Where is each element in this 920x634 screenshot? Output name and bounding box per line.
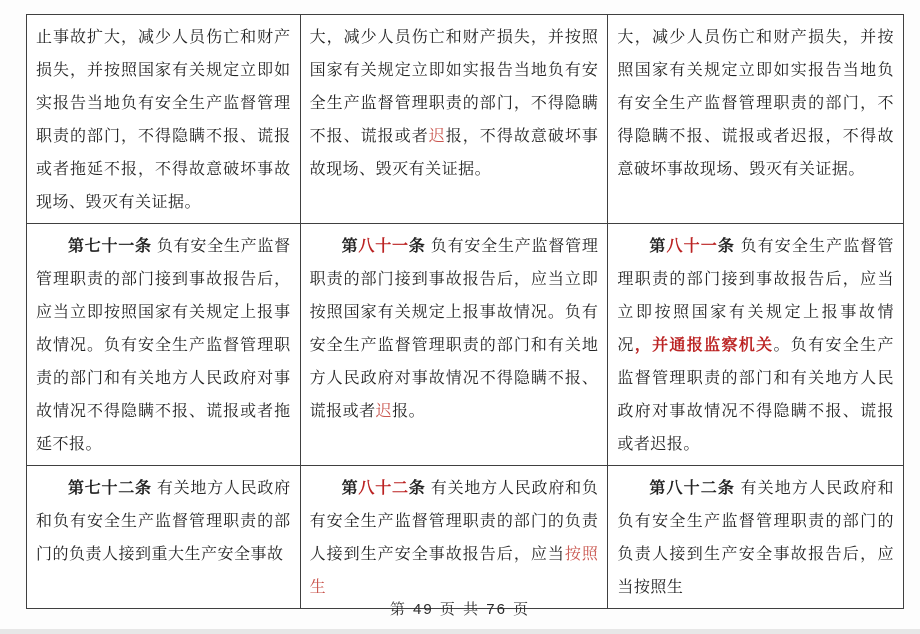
table-row <box>27 466 904 609</box>
clause-segment-redbold: 八十一 <box>358 238 409 255</box>
law-clause-cell <box>300 15 608 224</box>
clause-segment-redbold: 八十一 <box>666 238 718 255</box>
clause-segment-bold: 第七十二条 <box>68 480 152 497</box>
clause-segment-normal: 止事故扩大，减少人员伤亡和财产损失，并按照国家有关规定立即如实报告当地负有安全生产监督管理职责的部门，不得隐瞒不报、谎报或者拖延不报，不得故意破坏事故现场、毁灭有关证据。 <box>36 29 291 211</box>
page-number-indicator: 第 49 页 共 76 页 <box>389 601 531 618</box>
law-clause-cell <box>27 466 301 609</box>
clause-text <box>617 230 894 461</box>
clause-segment-normal: 。负有安全生产监督管理职责的部门和有关地方人民政府对事故情况不得隐瞒不报、谎报或者迟报。 <box>617 337 894 453</box>
clause-text <box>310 230 599 428</box>
clause-text <box>36 230 291 461</box>
clause-segment-redbold: 八十二 <box>358 480 409 497</box>
clause-segment-normal: 报，不得故意破坏事故现场、毁灭有关证据。 <box>309 128 599 178</box>
clause-segment-normal: 负有安全生产监督管理职责的部门接到事故报告后，应当立即按照国家有关规定上报事故情况。负有安全生产监督管理职责的部门和有关地方人民政府对事故情况不得隐瞒不报、谎报或者 <box>309 238 599 420</box>
clause-segment-bold: 第 <box>341 238 359 255</box>
table-row <box>27 15 904 224</box>
clause-segment-redbold: ，并通报监察机关 <box>634 337 774 354</box>
law-clause-cell <box>300 466 608 609</box>
clause-segment-normal: 报。 <box>392 403 426 420</box>
clause-segment-bold: 条 <box>717 238 736 255</box>
clause-segment-normal: 大，减少人员伤亡和财产损失，并按照国家有关规定立即如实报告当地负有安全生产监督管理职责的部门，不得隐瞒不报、谎报或者 <box>309 29 599 145</box>
clause-segment-bold: 第八十二条 <box>649 480 735 497</box>
clause-segment-bold: 条 <box>408 480 426 497</box>
clause-segment-bold: 第 <box>649 238 667 255</box>
clause-segment-red: 迟 <box>428 128 446 145</box>
document-page <box>26 14 904 609</box>
law-comparison-table <box>26 14 904 609</box>
clause-text <box>310 21 599 186</box>
clause-segment-bold: 条 <box>408 238 426 255</box>
clause-text <box>36 472 291 571</box>
law-clause-cell <box>300 224 608 466</box>
clause-segment-normal: 有关地方人民政府和负有安全生产监督管理职责的部门的负责人接到生产安全事故报告后，应当 <box>309 480 599 563</box>
clause-segment-red: 按照生 <box>309 546 599 596</box>
clause-segment-normal: 负有安全生产监督管理职责的部门接到事故报告后，应当立即按照国家有关规定上报事故情况。负有安全生产监督管理职责的部门和有关地方人民政府对事故情况不得隐瞒不报、谎报或者拖延不报。 <box>36 238 291 453</box>
clause-text <box>310 472 599 604</box>
law-clause-cell <box>27 15 301 224</box>
law-clause-cell <box>608 224 904 466</box>
clause-segment-normal: 有关地方人民政府和负有安全生产监督管理职责的部门的负责人接到重大生产安全事故 <box>36 480 291 563</box>
clause-segment-bold: 第 <box>341 480 359 497</box>
clause-text <box>617 472 894 604</box>
clause-text <box>617 21 894 186</box>
clause-text <box>36 21 291 219</box>
clause-segment-bold: 第七十一条 <box>68 238 152 255</box>
comparison-table-body <box>27 15 904 609</box>
law-clause-cell <box>608 15 904 224</box>
page-bottom-edge <box>0 629 920 634</box>
clause-segment-normal: 负有安全生产监督管理职责的部门接到事故报告后，应当立即按照国家有关规定上报事故情况 <box>617 238 894 354</box>
clause-segment-normal: 大，减少人员伤亡和财产损失，并按照国家有关规定立即如实报告当地负有安全生产监督管理职责的部门，不得隐瞒不报、谎报或者迟报，不得故意破坏事故现场、毁灭有关证据。 <box>617 29 894 178</box>
clause-segment-red: 迟 <box>375 403 393 420</box>
table-row <box>27 224 904 466</box>
law-clause-cell <box>27 224 301 466</box>
clause-segment-normal: 有关地方人民政府和负有安全生产监督管理职责的部门的负责人接到生产安全事故报告后，应当按照生 <box>617 480 894 596</box>
law-clause-cell <box>608 466 904 609</box>
